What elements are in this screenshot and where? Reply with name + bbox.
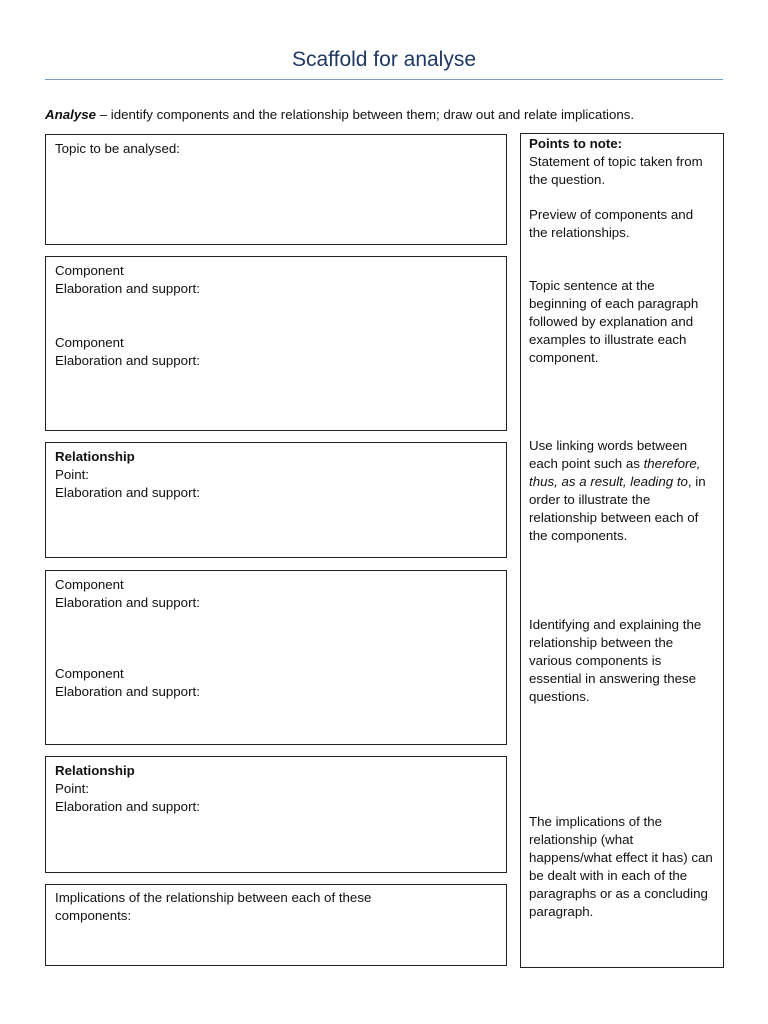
elaboration-label: Elaboration and support:: [55, 281, 200, 296]
title-divider: [45, 79, 723, 80]
elaboration-label: Elaboration and support:: [55, 353, 200, 368]
note-linking-words: [529, 437, 715, 545]
intro-definition: [45, 106, 725, 124]
implications-box[interactable]: [45, 884, 507, 966]
point-label: Point:: [55, 781, 90, 796]
note-linking-words-text-end: , in order to illustrate the relationship between each of the components.: [529, 474, 706, 543]
elaboration-label: Elaboration and support:: [55, 684, 200, 699]
intro-definition-text: – identify components and the relationship between them; draw out and relate implications.: [96, 107, 635, 122]
component-label: Component: [55, 577, 124, 592]
note-implications: [529, 813, 715, 921]
component-label: Component: [55, 335, 124, 350]
page-title: Scaffold for analyse: [291, 48, 477, 71]
note-topic-sentence-text: Topic sentence at the beginning of each paragraph followed by explanation and examples to illustrate each component.: [529, 278, 699, 365]
component-label: Component: [55, 263, 124, 278]
component-box-2[interactable]: [45, 570, 507, 745]
note-linking-words-examples: therefore, thus, as a result, leading to: [529, 456, 701, 489]
component-label: Component: [55, 666, 124, 681]
relationship-box-2[interactable]: [45, 756, 507, 873]
elaboration-label: Elaboration and support:: [55, 595, 200, 610]
elaboration-label: Elaboration and support:: [55, 799, 200, 814]
note-preview-text: Preview of components and the relationships.: [529, 207, 694, 240]
elaboration-label: Elaboration and support:: [55, 485, 200, 500]
note-preview: [529, 206, 715, 242]
implications-label-line2: components:: [55, 908, 132, 923]
notes-heading: Points to note:: [529, 136, 623, 151]
intro-term: Analyse: [45, 107, 96, 122]
note-topic-sentence: [529, 277, 715, 367]
topic-label: Topic to be analysed:: [55, 141, 180, 156]
topic-box[interactable]: [45, 134, 507, 245]
relationship-label: Relationship: [55, 763, 135, 778]
points-to-note-panel: [520, 133, 724, 968]
relationship-label: Relationship: [55, 449, 135, 464]
point-label: Point:: [55, 467, 90, 482]
note-implications-text: The implications of the relationship (what happens/what effect it has) can be dealt with in each of the paragraphs or as a concluding paragraph.: [529, 814, 713, 919]
note-topic: [529, 135, 715, 189]
note-linking-words-text: Use linking words between each point such as: [529, 438, 688, 471]
note-topic-text: Statement of topic taken from the question.: [529, 154, 703, 187]
note-relationship-text: Identifying and explaining the relationship between the various components is essential in answering these questions.: [529, 617, 702, 704]
relationship-box-1[interactable]: [45, 442, 507, 558]
component-box-1[interactable]: [45, 256, 507, 431]
implications-label-line1: Implications of the relationship between each of these: [55, 890, 372, 905]
note-relationship: [529, 616, 715, 706]
